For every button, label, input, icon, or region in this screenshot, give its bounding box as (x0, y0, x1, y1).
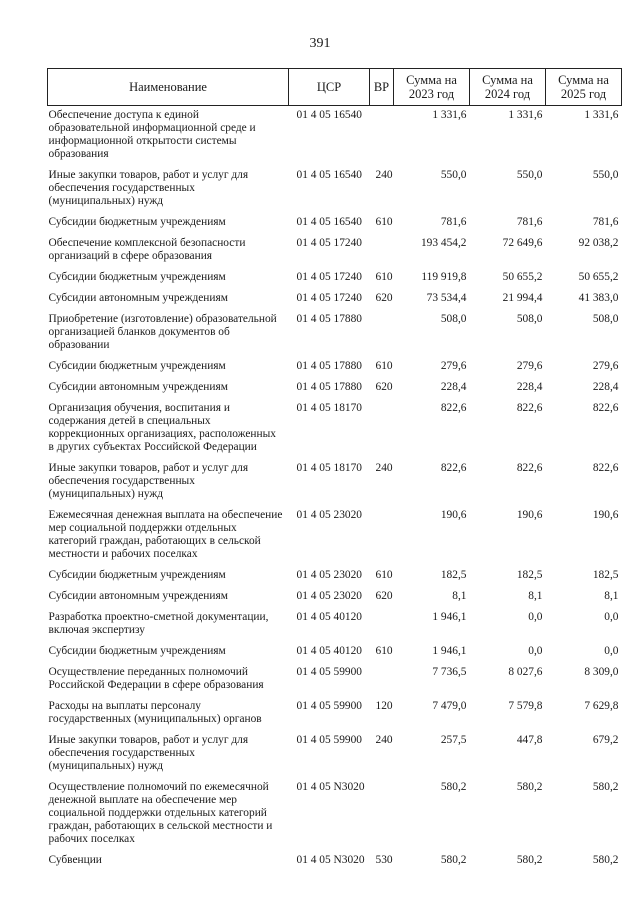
row-sum-2025: 0,0 (604, 611, 619, 623)
row-sum-2025: 580,2 (592, 854, 619, 866)
row-sum-2024: 7 579,8 (508, 700, 543, 712)
row-csr: 01 4 05 18170 (296, 402, 362, 414)
row-vr (370, 660, 394, 694)
row-vr (370, 396, 394, 456)
row-sum-2024: 447,8 (516, 734, 543, 746)
row-sum-2023: 279,6 (440, 360, 467, 372)
row-sum-2024: 228,4 (516, 381, 543, 393)
table-row (48, 286, 622, 307)
row-name: Иные закупки товаров, работ и услуг для обеспечения государственных (муниципальных) нужд (48, 734, 249, 772)
row-sum-2025: 279,6 (592, 360, 619, 372)
row-name: Иные закупки товаров, работ и услуг для обеспечения государственных (муниципальных) нужд (48, 462, 249, 500)
row-name: Субсидии автономным учреждениям (48, 381, 228, 393)
row-csr: 01 4 05 17240 (296, 271, 362, 283)
row-name: Расходы на выплаты персоналу государственных (муниципальных) органов (48, 700, 262, 725)
table-row (48, 639, 622, 660)
row-name: Субсидии бюджетным учреждениям (48, 645, 226, 657)
row-sum-2023: 182,5 (440, 569, 467, 581)
row-sum-2025: 580,2 (592, 781, 619, 793)
table-row (48, 694, 622, 728)
row-sum-2025: 182,5 (592, 569, 619, 581)
row-csr: 01 4 05 59900 (296, 734, 362, 746)
row-vr (370, 106, 394, 164)
row-name: Субсидии бюджетным учреждениям (48, 569, 226, 581)
table-header (48, 69, 622, 106)
table-row (48, 456, 622, 503)
header-sum-2023: Сумма на 2023 год (394, 69, 470, 106)
row-sum-2024: 0,0 (528, 611, 543, 623)
row-name: Приобретение (изготовление) образовательной организацией бланков документов об образовании (48, 313, 277, 351)
row-sum-2023: 73 534,4 (426, 292, 467, 304)
row-vr (370, 231, 394, 265)
table-row (48, 605, 622, 639)
table-row (48, 231, 622, 265)
row-sum-2023: 119 919,8 (421, 271, 467, 283)
table-body (48, 106, 622, 870)
row-vr (370, 307, 394, 354)
row-sum-2024: 822,6 (516, 402, 543, 414)
row-sum-2023: 7 479,0 (432, 700, 467, 712)
row-sum-2025: 550,0 (592, 169, 619, 181)
row-csr: 01 4 05 17240 (296, 237, 362, 249)
row-sum-2025: 822,6 (592, 462, 619, 474)
budget-table (47, 68, 622, 869)
table-row (48, 848, 622, 869)
row-vr: 120 (375, 700, 393, 712)
row-vr: 610 (375, 645, 393, 657)
row-sum-2023: 822,6 (440, 462, 467, 474)
row-csr: 01 4 05 59900 (296, 666, 362, 678)
header-name: Наименование (48, 69, 289, 106)
row-sum-2023: 1 946,1 (432, 645, 467, 657)
table-row (48, 354, 622, 375)
row-csr: 01 4 05 59900 (296, 700, 362, 712)
row-name: Субсидии бюджетным учреждениям (48, 216, 226, 228)
row-sum-2023: 8,1 (452, 590, 467, 602)
row-vr: 620 (375, 381, 393, 393)
row-sum-2025: 781,6 (592, 216, 619, 228)
row-csr: 01 4 05 16540 (296, 216, 362, 228)
row-sum-2023: 190,6 (440, 509, 467, 521)
table-row (48, 660, 622, 694)
table-row (48, 775, 622, 848)
row-csr: 01 4 05 17880 (296, 360, 362, 372)
row-sum-2025: 0,0 (604, 645, 619, 657)
row-name: Субсидии автономным учреждениям (48, 292, 228, 304)
row-sum-2025: 508,0 (592, 313, 619, 325)
row-sum-2024: 190,6 (516, 509, 543, 521)
row-sum-2025: 50 655,2 (578, 271, 619, 283)
row-csr: 01 4 05 N3020 (296, 854, 365, 866)
row-name: Осуществление переданных полномочий Российской Федерации в сфере образования (48, 666, 264, 691)
row-sum-2025: 8,1 (604, 590, 619, 602)
row-sum-2023: 781,6 (440, 216, 467, 228)
table-row (48, 307, 622, 354)
row-name: Субсидии бюджетным учреждениям (48, 271, 226, 283)
row-sum-2024: 781,6 (516, 216, 543, 228)
table-row (48, 503, 622, 563)
row-csr: 01 4 05 18170 (296, 462, 362, 474)
row-csr: 01 4 05 40120 (296, 645, 362, 657)
row-name: Иные закупки товаров, работ и услуг для обеспечения государственных (муниципальных) нужд (48, 169, 249, 207)
row-sum-2025: 190,6 (592, 509, 619, 521)
row-vr: 610 (375, 569, 393, 581)
row-sum-2024: 550,0 (516, 169, 543, 181)
row-name: Субвенции (48, 854, 102, 866)
row-sum-2024: 580,2 (516, 854, 543, 866)
row-name: Обеспечение комплексной безопасности организаций в сфере образования (48, 237, 246, 262)
header-sum-2024: Сумма на 2024 год (470, 69, 546, 106)
row-sum-2023: 7 736,5 (432, 666, 467, 678)
row-csr: 01 4 05 17880 (296, 313, 362, 325)
page-number: 391 (309, 36, 331, 51)
row-csr: 01 4 05 23020 (296, 509, 362, 521)
row-sum-2025: 7 629,8 (584, 700, 619, 712)
row-sum-2023: 580,2 (440, 781, 467, 793)
table-row (48, 584, 622, 605)
row-sum-2025: 92 038,2 (578, 237, 619, 249)
row-csr: 01 4 05 40120 (296, 611, 362, 623)
row-vr: 620 (375, 590, 393, 602)
row-sum-2023: 257,5 (440, 734, 467, 746)
row-sum-2023: 508,0 (440, 313, 467, 325)
row-vr: 530 (375, 854, 393, 866)
row-vr: 240 (375, 169, 393, 181)
row-csr: 01 4 05 16540 (296, 109, 362, 121)
table-row (48, 265, 622, 286)
table-row (48, 106, 622, 164)
row-sum-2024: 580,2 (516, 781, 543, 793)
row-sum-2024: 21 994,4 (502, 292, 543, 304)
row-csr: 01 4 05 N3020 (296, 781, 365, 793)
row-name: Разработка проектно-сметной документации, включая экспертизу (48, 611, 269, 636)
header-vr: ВР (370, 69, 394, 106)
table-row (48, 396, 622, 456)
row-sum-2023: 550,0 (440, 169, 467, 181)
table-row (48, 210, 622, 231)
row-sum-2024: 8,1 (528, 590, 543, 602)
table-row (48, 375, 622, 396)
row-vr (370, 605, 394, 639)
row-vr: 610 (375, 216, 393, 228)
row-sum-2023: 228,4 (440, 381, 467, 393)
table-row (48, 728, 622, 775)
row-csr: 01 4 05 23020 (296, 590, 362, 602)
row-sum-2024: 279,6 (516, 360, 543, 372)
row-csr: 01 4 05 16540 (296, 169, 362, 181)
row-name: Организация обучения, воспитания и содержания детей в специальных коррекционных организациях, расположенных в других субъектах Российской Федерации (48, 402, 276, 453)
row-sum-2023: 1 331,6 (432, 109, 467, 121)
row-sum-2024: 1 331,6 (508, 109, 543, 121)
row-vr: 610 (375, 360, 393, 372)
row-sum-2023: 580,2 (440, 854, 467, 866)
row-sum-2025: 41 383,0 (578, 292, 619, 304)
row-sum-2023: 1 946,1 (432, 611, 467, 623)
row-name: Ежемесячная денежная выплата на обеспечение мер социальной поддержки отдельных категорий граждан, работающих в сельской местности и рабочих поселках (48, 509, 283, 560)
row-sum-2024: 508,0 (516, 313, 543, 325)
header-csr: ЦСР (289, 69, 370, 106)
table-row (48, 163, 622, 210)
row-sum-2025: 822,6 (592, 402, 619, 414)
row-sum-2023: 193 454,2 (420, 237, 467, 249)
row-csr: 01 4 05 17880 (296, 381, 362, 393)
row-sum-2024: 182,5 (516, 569, 543, 581)
header-sum-2025: Сумма на 2025 год (546, 69, 622, 106)
row-vr: 240 (375, 462, 393, 474)
row-sum-2025: 228,4 (592, 381, 619, 393)
row-name: Обеспечение доступа к единой образовательной информационной среде и информационной открытости системы образования (48, 109, 256, 160)
row-sum-2025: 1 331,6 (584, 109, 619, 121)
row-vr (370, 503, 394, 563)
row-name: Субсидии автономным учреждениям (48, 590, 228, 602)
row-vr: 620 (375, 292, 393, 304)
row-sum-2024: 0,0 (528, 645, 543, 657)
row-sum-2023: 822,6 (440, 402, 467, 414)
row-vr: 610 (375, 271, 393, 283)
row-name: Субсидии бюджетным учреждениям (48, 360, 226, 372)
row-csr: 01 4 05 23020 (296, 569, 362, 581)
row-sum-2024: 822,6 (516, 462, 543, 474)
row-name: Осуществление полномочий по ежемесячной денежной выплате на обеспечение мер социальной поддержки отдельных категорий граждан, работающих в сельской местности и рабочих поселках (48, 781, 273, 845)
row-vr: 240 (375, 734, 393, 746)
row-sum-2025: 8 309,0 (584, 666, 619, 678)
row-csr: 01 4 05 17240 (296, 292, 362, 304)
table-row (48, 563, 622, 584)
row-sum-2024: 8 027,6 (508, 666, 543, 678)
row-vr (370, 775, 394, 848)
row-sum-2024: 72 649,6 (502, 237, 543, 249)
row-sum-2025: 679,2 (592, 734, 619, 746)
row-sum-2024: 50 655,2 (502, 271, 543, 283)
